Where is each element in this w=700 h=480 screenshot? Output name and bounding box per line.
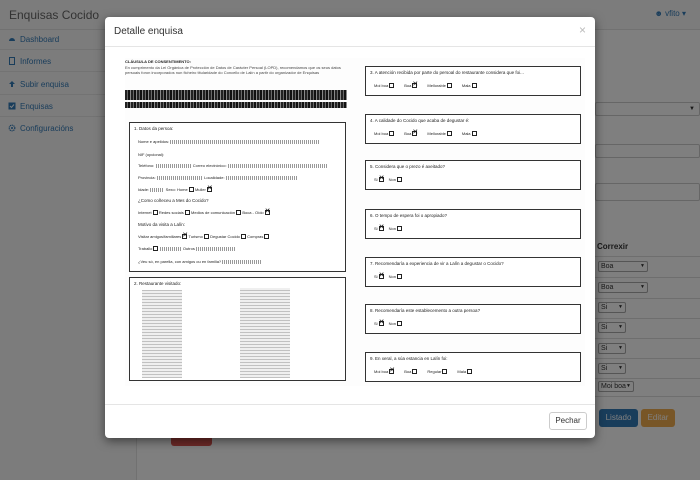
doc-option: Medios de comunicación <box>191 210 236 215</box>
doc-option: Internet <box>138 210 152 215</box>
doc-field-label: ¿Veu só, en parella, con amigos ou en familia? <box>138 259 222 264</box>
doc-question-text: 9. En xeral, a súa estancia en Lalín foi: <box>370 356 448 361</box>
doc-option: Turismo <box>188 234 203 239</box>
doc-field-label: Sexo: Home <box>165 187 188 192</box>
doc-field-label: Idade: <box>138 187 150 192</box>
doc-field-label: Provincia: <box>138 175 156 180</box>
doc-section-restaurant <box>129 277 346 381</box>
close-icon[interactable]: × <box>578 23 586 37</box>
doc-question-8: 8. Recomendaría este establecemento a outra persoa? Si✕ Non <box>365 304 581 334</box>
doc-question-text: 4. A calidade do Cocido que acaba de degustar é: <box>370 118 470 123</box>
doc-option: Boca - Oído <box>242 210 264 215</box>
doc-section2-title: 2. Restaurante visitado: <box>134 281 182 286</box>
doc-field-label: Localidade: <box>204 175 225 180</box>
doc-question-5: 5. Considera que o prezo é axeitado? Si✕ Non <box>365 160 581 190</box>
doc-option: Compras <box>247 234 264 239</box>
doc-field-label: Correo electrónico: <box>192 163 227 168</box>
doc-handwriting <box>142 290 182 378</box>
doc-option: Degustar Cocido <box>210 234 240 239</box>
doc-redacted-band <box>125 90 347 100</box>
doc-redacted-band <box>125 102 347 108</box>
doc-option: Outros <box>182 246 195 251</box>
doc-field-label: NIF (opcional): <box>138 152 165 157</box>
doc-section1-title: 1. Datos da persoa: <box>134 126 174 131</box>
doc-heading: CLÁUSULA DE CONSENTIMENTO: <box>125 59 191 64</box>
doc-question-9: 9. En xeral, a súa estancia en Lalín foi: Moi boa✕ Boa Regular Mala <box>365 352 581 382</box>
doc-field-label: ¿Como coñeceu a Mes do Cocido? <box>138 198 209 203</box>
doc-section-personal-data <box>129 122 346 272</box>
doc-field-label: Nome e apelidos: <box>138 139 170 144</box>
doc-intro: En cumprimento da Lei Orgánica de Protección de Datos de Carácter Persoal (LOPD), recomendamos que os seus datos persoais foron incorporados nun ficheiro titularidade do Concello de Lalín a partir do organizador de Enquisas <box>125 65 341 75</box>
doc-question-text: 6. O tempo de espera foi o apropiado? <box>370 213 448 218</box>
doc-option: Traballo <box>138 246 153 251</box>
doc-field-label: Motivo da visita a Lalín: <box>138 222 186 227</box>
doc-option: Redes sociais <box>158 210 184 215</box>
doc-question-text: 8. Recomendaría este establecemento a outra persoa? <box>370 308 481 313</box>
survey-scan <box>125 58 585 386</box>
doc-question-text: 3. A atención recibida por parte do persoal do restaurante considera que foi... <box>370 70 524 75</box>
pechar-button[interactable]: Pechar <box>549 412 587 430</box>
doc-option: Visitar amigos/familiares <box>138 234 182 239</box>
doc-field-label: Muller <box>194 187 206 192</box>
doc-question-7: 7. Recomendaría a experiencia de vir a Lalín a degustar o Cocido? Si✕ Non <box>365 257 581 287</box>
doc-question-text: 5. Considera que o prezo é axeitado? <box>370 164 446 169</box>
doc-field-label: Teléfono: <box>138 163 155 168</box>
doc-handwriting <box>240 288 290 378</box>
doc-question-text: 7. Recomendaría a experiencia de vir a Lalín a degustar o Cocido? <box>370 261 504 266</box>
doc-question-6: 6. O tempo de espera foi o apropiado? Si✕ Non <box>365 209 581 239</box>
modal-title: Detalle enquisa <box>114 26 183 37</box>
doc-question-4: 4. A calidade do Cocido que acaba de degustar é: Moi boa Boa✕ Mellorable Mala <box>365 114 581 144</box>
doc-question-3: 3. A atención recibida por parte do persoal do restaurante considera que foi... Moi boa Boa✕ Mellorable Mala <box>365 66 581 96</box>
